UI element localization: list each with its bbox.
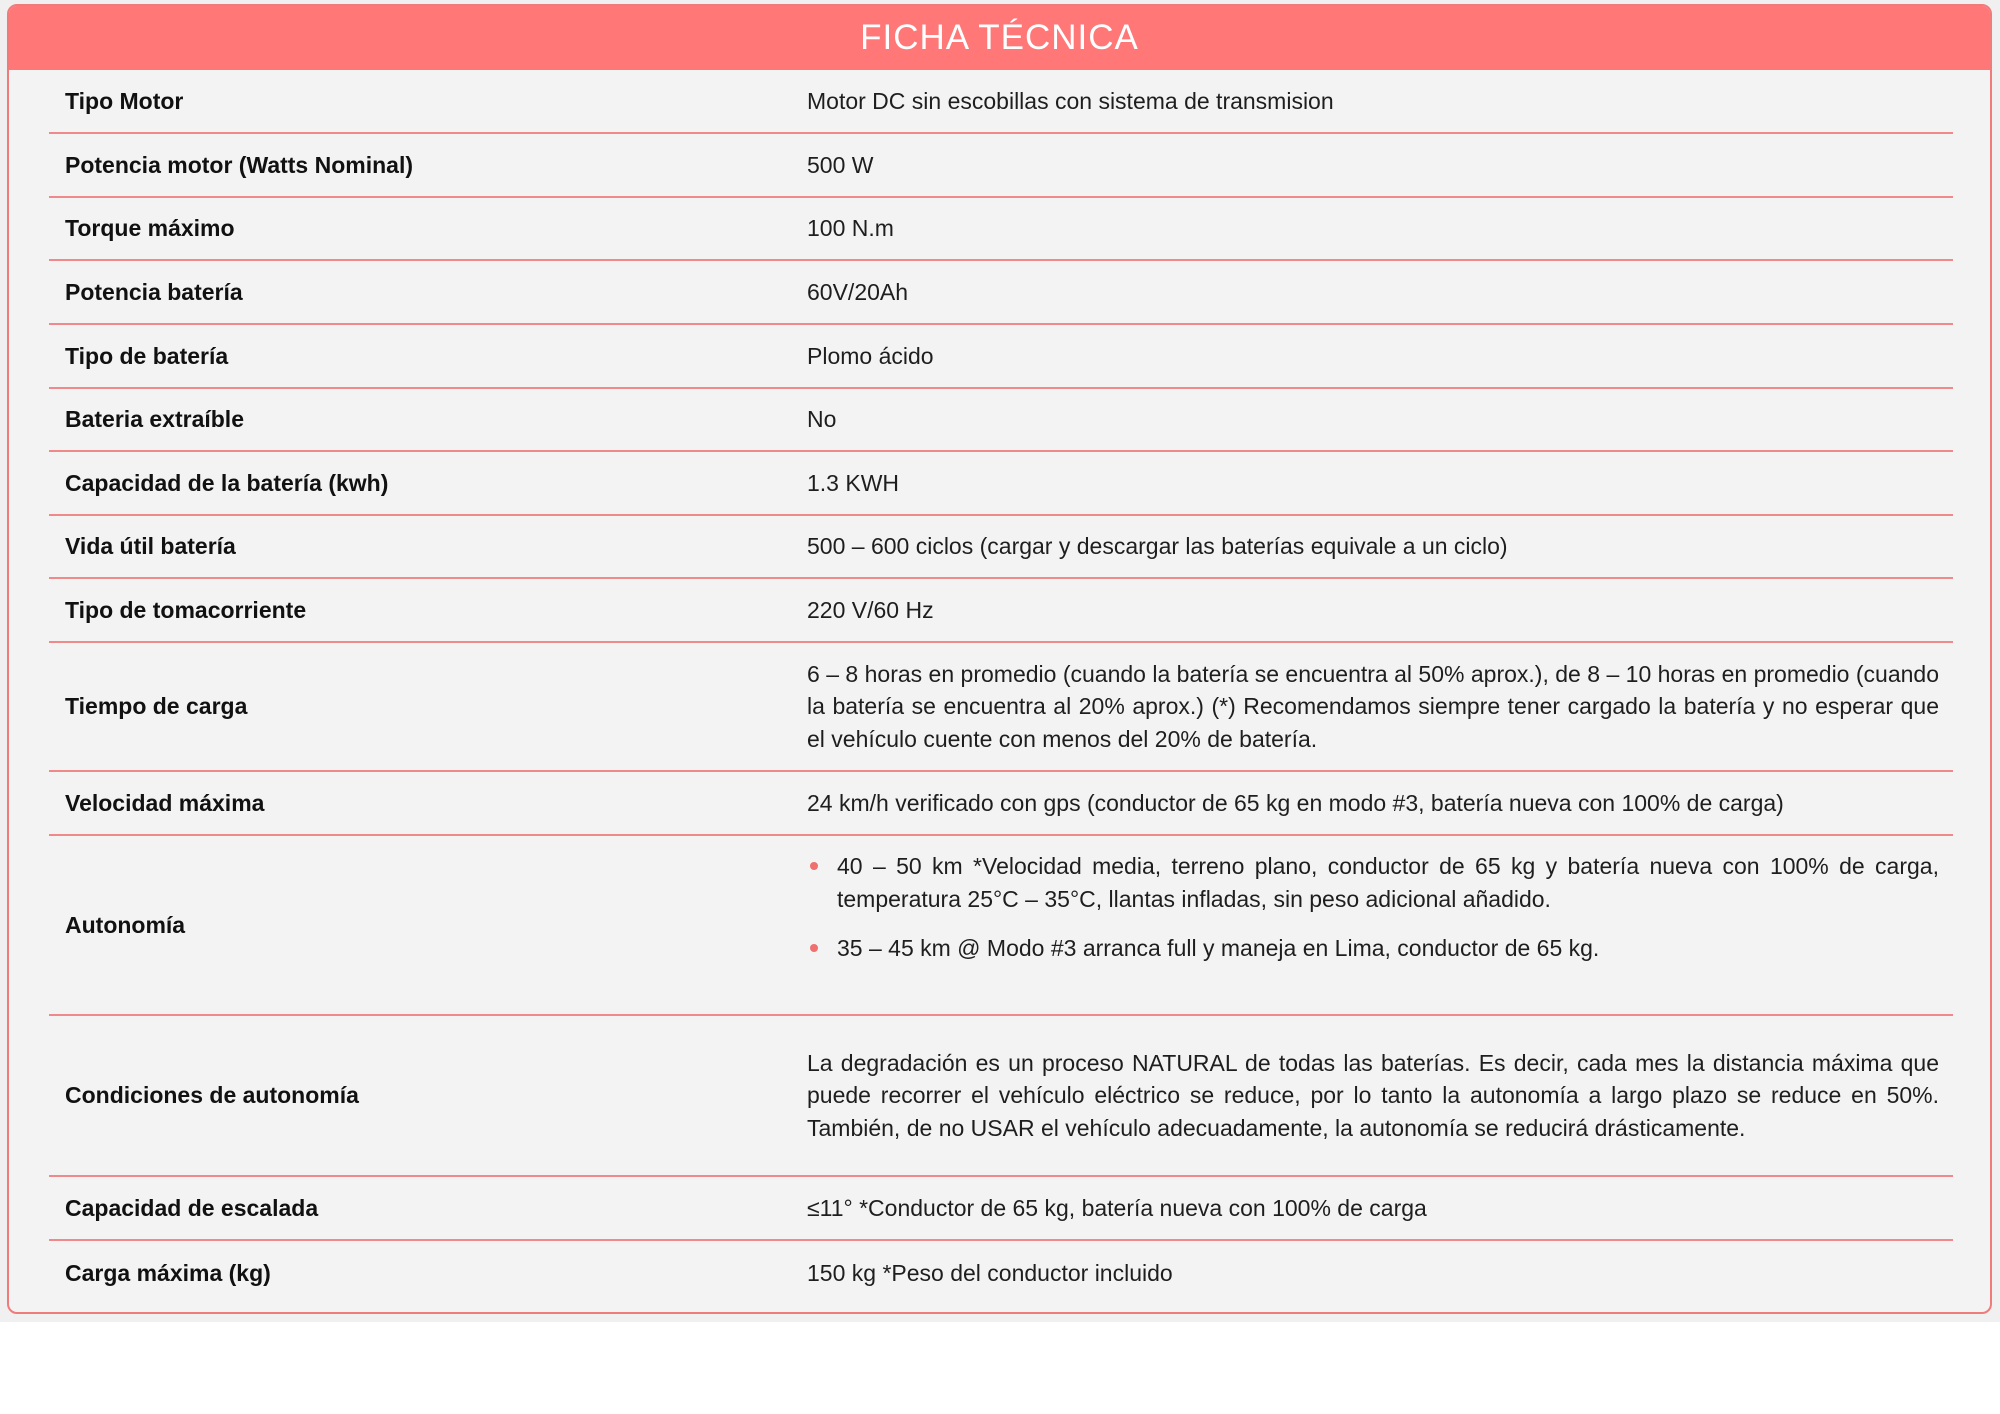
spec-value: 60V/20Ah bbox=[807, 278, 909, 305]
bullet-dot-icon bbox=[810, 944, 818, 952]
spec-card bbox=[7, 4, 1992, 1314]
spec-row-capacidad-bateria bbox=[49, 452, 1953, 516]
spec-row-carga-maxima bbox=[49, 1241, 1953, 1305]
bullet-text: 35 – 45 km @ Modo #3 arranca full y maneja en Lima, conductor de 65 kg. bbox=[837, 935, 1600, 961]
spec-value: ≤11° *Conductor de 65 kg, batería nueva con 100% de carga bbox=[807, 1194, 1427, 1221]
spec-label: Capacidad de escalada bbox=[65, 1194, 319, 1221]
spec-value: 1.3 KWH bbox=[807, 469, 900, 496]
spec-value: 500 – 600 ciclos (cargar y descargar las baterías equivale a un ciclo) bbox=[807, 533, 1508, 560]
spec-row-autonomia bbox=[49, 836, 1953, 1016]
spec-label: Tipo de tomacorriente bbox=[65, 596, 307, 623]
spec-value: No bbox=[807, 406, 837, 433]
card-title: FICHA TÉCNICA bbox=[860, 18, 1139, 57]
list-item bbox=[807, 850, 1939, 915]
spec-value: 24 km/h verificado con gps (conductor de 65 kg en modo #3, batería nueva con 100% de carga) bbox=[807, 789, 1784, 816]
spec-value: Motor DC sin escobillas con sistema de transmision bbox=[807, 87, 1334, 114]
spec-label: Tipo de batería bbox=[65, 342, 229, 369]
spec-value: Plomo ácido bbox=[807, 342, 934, 369]
spec-row-condiciones-autonomia bbox=[49, 1016, 1953, 1177]
spec-value bbox=[807, 836, 1939, 965]
spec-row-velocidad-maxima bbox=[49, 772, 1953, 836]
spec-label: Potencia batería bbox=[65, 278, 243, 305]
spec-row-capacidad-escalada bbox=[49, 1177, 1953, 1241]
spec-label: Capacidad de la batería (kwh) bbox=[65, 469, 389, 496]
spec-row-tipo-motor bbox=[49, 70, 1953, 134]
spec-value: 500 W bbox=[807, 151, 874, 178]
spec-row-potencia-motor bbox=[49, 134, 1953, 198]
spec-row-tiempo-carga bbox=[49, 643, 1953, 772]
spec-label: Carga máxima (kg) bbox=[65, 1259, 271, 1286]
spec-label: Tiempo de carga bbox=[65, 693, 248, 719]
autonomia-bullet-list bbox=[807, 850, 1939, 965]
spec-value: 150 kg *Peso del conductor incluido bbox=[807, 1259, 1173, 1286]
card-header bbox=[9, 6, 1990, 70]
spec-value: 100 N.m bbox=[807, 215, 894, 242]
spec-row-vida-util bbox=[49, 516, 1953, 579]
spec-label: Autonomía bbox=[65, 911, 186, 938]
spec-row-torque bbox=[49, 198, 1953, 261]
spec-label: Condiciones de autonomía bbox=[65, 1082, 359, 1108]
list-item bbox=[807, 932, 1939, 965]
spec-label: Velocidad máxima bbox=[65, 789, 265, 816]
spec-label: Potencia motor (Watts Nominal) bbox=[65, 151, 413, 178]
spec-value: 220 V/60 Hz bbox=[807, 596, 934, 623]
spec-label: Vida útil batería bbox=[65, 533, 236, 559]
spec-label: Bateria extraíble bbox=[65, 406, 244, 432]
spec-table bbox=[49, 70, 1953, 1305]
spec-row-potencia-bateria bbox=[49, 261, 1953, 325]
bullet-dot-icon bbox=[810, 862, 818, 870]
spec-value: 6 – 8 horas en promedio (cuando la batería se encuentra al 50% aprox.), de 8 – 10 horas en promedio (cuando la batería se encuentra al 20% aprox.) (*) Recomendamos siempre tener cargado la batería y no esperar que el vehículo cuente con menos del 20% de batería. bbox=[807, 660, 1939, 752]
spec-row-tipo-bateria bbox=[49, 325, 1953, 389]
spec-label: Tipo Motor bbox=[65, 87, 184, 114]
spec-row-bateria-extraible bbox=[49, 389, 1953, 452]
spec-row-tomacorriente bbox=[49, 579, 1953, 643]
spec-value: La degradación es un proceso NATURAL de todas las baterías. Es decir, cada mes la distancia máxima que puede recorrer el vehículo eléctrico se reduce, por lo tanto la autonomía a largo plazo se reduce en 50%. También, de no USAR el vehículo adecuadamente, la autonomía se reducirá drásticamente. bbox=[807, 1049, 1939, 1141]
spec-label: Torque máximo bbox=[65, 215, 235, 241]
bullet-text: 40 – 50 km *Velocidad media, terreno plano, conductor de 65 kg y batería nueva con 100% de carga, temperatura 25°C – 35°C, llantas infladas, sin peso adicional añadido. bbox=[837, 853, 1939, 912]
